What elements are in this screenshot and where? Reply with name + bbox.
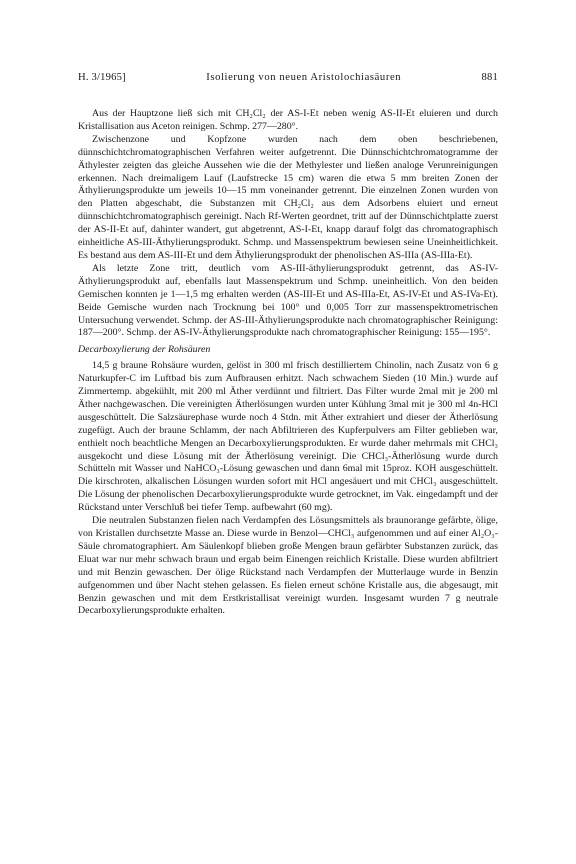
paragraph: Aus der Hauptzone ließ sich mit CH₂Cl₂ der AS-I-Et neben wenig AS-II-Et eluieren und durch Kristallisation aus Aceton reinigen. Schmp. 277—280°.	[78, 108, 498, 132]
section-heading: Decarboxylierung der Rohsäuren	[78, 344, 211, 356]
article-body	[78, 108, 498, 618]
paragraph: Als letzte Zone tritt, deutlich vom AS-III-äthylierungsprodukt getrennt, das AS-IV-Äthylierungsprodukt auf, ebenfalls laut Massenspektrum und Schmp. uneinheitlich. Von den beiden Gemischen konnten je 1—1,5 mg erhalten werden (AS-III-Et und AS-IIIa-Et, AS-IV-Et und AS-IVa-Et). Beide Gemische wurden nach Trocknung bei 100° und 0,005 Torr zur massenspektrometrischen Untersuchung verwendet. Schmp. der AS-III-Äthylierungsprodukte nach chromatographischer Reinigung: 187—200°. Schmp. der AS-IV-Äthylierungsprodukte nach chromatographischer Reinigung: 155—195°.	[78, 262, 498, 339]
paragraph: 14,5 g braune Rohsäure wurden, gelöst in 300 ml frisch destilliertem Chinolin, nach Zusatz von 6 g Naturkupfer-C im Luftbad bis zum Aufbrausen erhitzt. Nach schwachem Sieden (10 Min.) wurde auf Zimmertemp. abgekühlt, mit 200 ml Äther verdünnt und filtriert. Das Filter wurde 2mal mit je 200 ml Äther nachgewaschen. Die vereinigten Ätherlösungen wurden unter Kühlung 3mal mit je 300 ml 4n-HCl ausgeschüttelt. Die Salzsäurephase wurde noch 4 Stdn. mit Äther extrahiert und dieser der Ätherlösung zugefügt. Auch der braune Schlamm, der nach Abfiltrieren des Kupferpulvers am Filter geblieben war, enthielt noch beachtliche Mengen an Decarboxylierungsprodukten. Er wurde daher mehrmals mit CHCl₃ ausgekocht und diese Lösung mit der Ätherlösung vereinigt. Die CHCl₃-Ätherlösung wurde durch Schütteln mit Wasser und NaHCO₃-Lösung gewaschen und dann 6mal mit 15proz. KOH ausgeschüttelt. Die kirschroten, alkalischen Lösungen wurden sofort mit HCl angesäuert und mit CHCl₃ ausgeschüttelt. Die Lösung der phenolischen Decarboxylierungsprodukte wurde getrocknet, im Vak. eingedampft und der Rückstand unter Verschluß bei tiefer Temp. aufbewahrt (60 mg).	[78, 360, 498, 514]
paragraph: Die neutralen Substanzen fielen nach Verdampfen des Lösungsmittels als braunorange gefärbte, ölige, von Kristallen durchsetzte Masse an. Diese wurde in Benzol—CHCl₃ aufgenommen und auf einer Al₂O₃-Säule chromatographiert. Am Säulenkopf blieben große Mengen braun gefärbter Substanzen zurück, das Eluat war nur mehr schwach braun und ergab beim Einengen reichlich Kristalle. Diese wurden abfiltriert und mit Benzin gewaschen. Der ölige Rückstand nach Verdampfen der Mutterlauge wurde in Benzin aufgenommen und über Nacht stehen gelassen. Es fielen erneut schöne Kristalle aus, die abgesaugt, mit Benzin gewaschen und mit dem Erstkristallisat vereinigt wurden. Insgesamt wurden 7 g neutrale Decarboxylierungsprodukte erhalten.	[78, 515, 498, 617]
running-head	[78, 72, 498, 86]
running-head-title: Isolierung von neuen Aristolochiasäuren	[206, 72, 402, 83]
page-number: 881	[481, 72, 498, 83]
running-head-issue: H. 3/1965]	[78, 72, 126, 83]
paragraph: Zwischenzone und Kopfzone wurden nach dem oben beschriebenen, dünnschichtchromatographischen Verfahren weiter aufgetrennt. Die Dünnschichtchromatogramme der Äthylester zeigten das gleiche Aussehen wie die der Methylester und ließen analoge Verunreinigungen erkennen. Nach dreimaligem Lauf (Laufstrecke 15 cm) waren die etwa 5 mm breiten Zonen der Äthylierungsprodukte um jeweils 10—15 mm voneinander getrennt. Die einzelnen Zonen wurden von den Platten abgeschabt, die Substanzen mit CH₂Cl₂ aus dem Adsorbens eluiert und erneut dünnschichtchromatographisch gereinigt. Nach Rf-Werten geordnet, tritt auf der Dünnschichtplatte zuerst der AS-II-Et auf, dahinter wandert, gut abgetrennt, AS-I-Et, knapp darauf folgt das chromatographisch einheitliche AS-III-Äthylierungsprodukt. Schmp. und Massenspektrum bewiesen seine Uneinheitlichkeit. Es bestand aus dem AS-III-Et und dem Äthylierungsprodukt der phenolischen AS-IIIa (AS-IIIa-Et).	[78, 133, 498, 261]
